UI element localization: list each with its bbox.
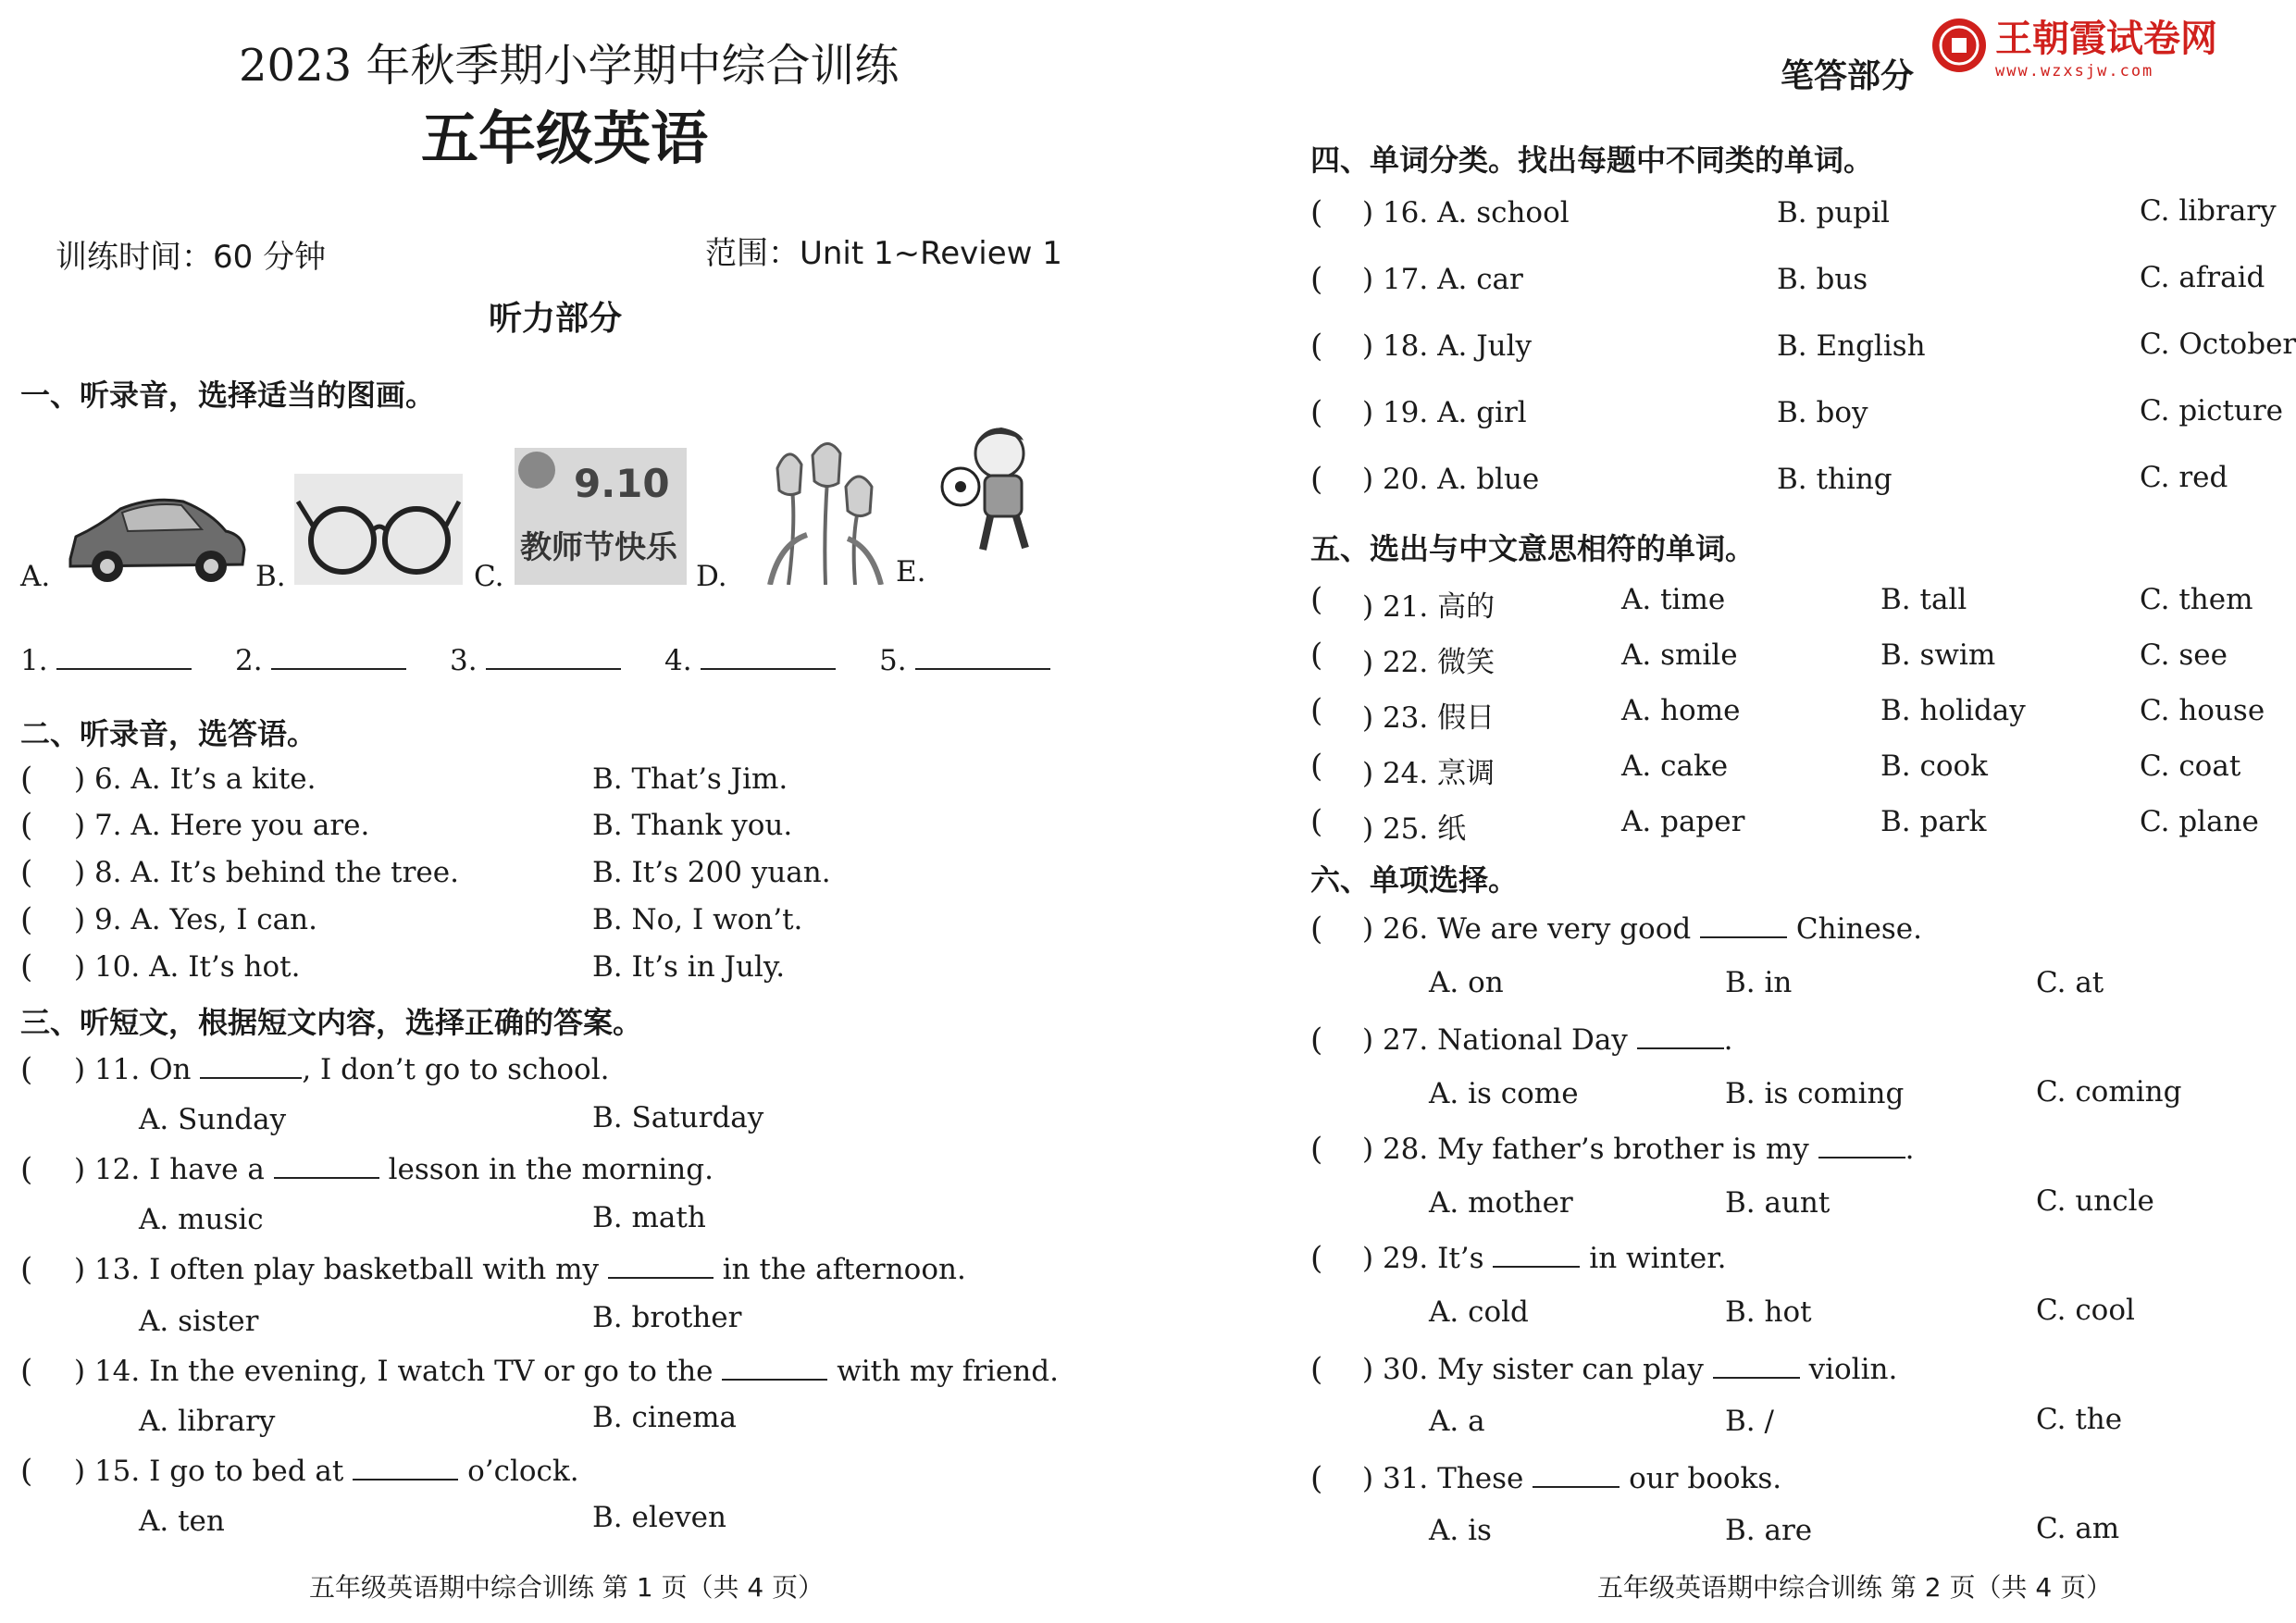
question-14-text: ) 14. In the evening, I watch TV or go to the [74,1355,714,1388]
question-15-text-end: o’clock. [467,1455,579,1488]
question-11-text: ) 11. On [74,1053,192,1086]
question-13-text-end: in the afternoon. [722,1253,966,1286]
answer-paren[interactable]: ( [20,1251,33,1288]
answer-paren[interactable]: ( [20,807,33,844]
question-29-text: ) 29. It’s [1362,1242,1484,1275]
logo-text: 王朝霞试卷网 [1995,18,2217,60]
question-20: ) 20. A. blue [1362,463,1540,496]
site-logo [1930,9,2217,81]
question-13-option-b: B. brother [592,1301,742,1334]
answer-paren[interactable]: ( [20,761,33,798]
question-16-option-b: B. pupil [1777,196,1890,229]
pic-label-a: A. [20,560,51,593]
question-27-option-a: A. is come [1429,1077,1579,1110]
question-28-option-c: C. uncle [2036,1184,2154,1218]
question-15-text: ) 15. I go to bed at [74,1455,344,1488]
question-30-option-a: A. a [1429,1405,1485,1438]
section-1-heading: 一、听录音，选择适当的图画。 [20,378,436,413]
page-footer-1: 五年级英语期中综合训练 第 1 页（共 4 页） [309,1572,825,1603]
question-10-option-b: B. It’s in July. [592,950,786,984]
question-16-option-c: C. library [2140,194,2277,228]
blank-2-label: 2. [235,644,263,677]
question-18-option-b: B. English [1777,329,1926,363]
question-30-option-b: B. / [1725,1405,1774,1438]
question-15-option-b: B. eleven [592,1501,726,1534]
section-2-heading: 二、听录音，选答语。 [20,716,317,751]
answer-paren[interactable]: ( [1310,194,1323,231]
question-18-option-c: C. October [2140,328,2296,361]
poster-balloon-icon [518,452,555,489]
question-27-text: ) 27. National Day [1362,1023,1628,1057]
question-19: ) 19. A. girl [1362,396,1527,429]
question-23: ) 23. 假日 [1362,701,1496,735]
question-7-option-b: B. Thank you. [592,809,793,842]
exam-subtitle: 五年级英语 [421,105,709,172]
question-8: ) 8. A. It’s behind the tree. [74,856,459,889]
question-31-option-b: B. are [1725,1514,1813,1547]
answer-paren[interactable]: ( [1310,692,1323,729]
pic-label-e: E. [896,555,926,588]
blank-5[interactable] [879,644,1050,677]
question-6: ) 6. A. It’s a kite. [74,762,316,796]
answer-paren[interactable]: ( [20,948,33,985]
blank-5-label: 5. [879,644,907,677]
car-picture [63,489,248,585]
question-30 [1362,1353,1897,1386]
question-31-blank[interactable] [1533,1462,1620,1488]
blank-2[interactable] [235,644,406,677]
question-13 [74,1253,966,1286]
question-31-text: ) 31. These [1362,1462,1524,1495]
blank-5-line[interactable] [915,644,1050,670]
question-26-text-end: Chinese. [1795,912,1922,946]
question-27-blank[interactable] [1637,1023,1724,1049]
question-17-option-c: C. afraid [2140,261,2265,294]
question-23-option-a: A. home [1621,694,1741,727]
exam-title: 2023 年秋季期小学期中综合训练 [239,40,900,92]
page-footer-2: 五年级英语期中综合训练 第 2 页（共 4 页） [1597,1572,2113,1603]
written-part-heading: 笔答部分 [1781,57,1915,95]
question-26-blank[interactable] [1700,912,1787,938]
question-28 [1362,1133,1914,1166]
question-14-text-end: with my friend. [837,1355,1059,1388]
question-26-option-a: A. on [1429,966,1504,999]
question-30-option-c: C. the [2036,1403,2123,1436]
blank-4-label: 4. [664,644,692,677]
glasses-picture [294,474,463,585]
answer-paren[interactable]: ( [1310,1240,1323,1277]
question-7: ) 7. A. Here you are. [74,809,370,842]
question-20-option-b: B. thing [1777,463,1893,496]
tulips-picture [751,433,890,585]
question-14 [74,1355,1059,1388]
question-16: ) 16. A. school [1362,196,1570,229]
question-25-option-c: C. plane [2140,805,2259,838]
question-31-option-c: C. am [2036,1512,2120,1545]
question-22: ) 22. 微笑 [1362,646,1496,679]
answer-paren[interactable]: ( [20,1353,33,1390]
section-3-heading: 三、听短文，根据短文内容，选择正确的答案。 [20,1005,643,1040]
question-29-text-end: in winter. [1589,1242,1727,1275]
blank-1-label: 1. [20,644,48,677]
pic-label-b: B. [255,560,286,593]
teachers-day-poster [515,448,687,585]
answer-paren[interactable]: ( [1310,803,1323,840]
question-26-option-c: C. at [2036,966,2104,999]
question-15-blank[interactable] [353,1455,458,1481]
question-14-blank[interactable] [722,1355,827,1381]
blank-4[interactable] [664,644,836,677]
answer-paren[interactable]: ( [1310,261,1323,298]
answer-paren[interactable]: ( [1310,1131,1323,1168]
answer-paren[interactable]: ( [1310,637,1323,674]
question-10: ) 10. A. It’s hot. [74,950,301,984]
question-24-option-a: A. cake [1621,750,1729,783]
question-26-text: ) 26. We are very good [1362,912,1692,946]
blank-4-line[interactable] [701,644,836,670]
exam-time: 训练时间：60 分钟 [56,239,327,276]
answer-paren[interactable]: ( [1310,461,1323,498]
question-12 [74,1153,714,1186]
question-13-text: ) 13. I often play basketball with my [74,1253,600,1286]
question-30-text-end: violin. [1808,1353,1898,1386]
question-9: ) 9. A. Yes, I can. [74,903,317,936]
question-11-option-a: A. Sunday [139,1103,287,1136]
question-12-text-end: lesson in the morning. [388,1153,714,1186]
question-14-option-a: A. library [139,1405,276,1438]
question-23-option-c: C. house [2140,694,2265,727]
pic-label-c: C. [474,560,504,593]
question-11 [74,1053,609,1086]
question-19-option-b: B. boy [1777,396,1868,429]
poster-text: 教师节快乐 [520,529,677,566]
question-26-option-b: B. in [1725,966,1793,999]
question-22-option-a: A. smile [1621,638,1738,672]
answer-paren[interactable]: ( [20,1051,33,1088]
question-30-blank[interactable] [1713,1353,1800,1379]
boy-football-picture [937,422,1057,561]
answer-paren[interactable]: ( [1310,1460,1323,1497]
question-20-option-c: C. red [2140,461,2228,494]
answer-paren[interactable]: ( [1310,581,1323,618]
question-24-option-c: C. coat [2140,750,2241,783]
blank-2-line[interactable] [271,644,406,670]
question-29 [1362,1242,1727,1275]
question-25-option-b: B. park [1880,805,1987,838]
question-26 [1362,912,1922,946]
blank-3[interactable] [450,644,621,677]
exam-scope: 范围：Unit 1~Review 1 [705,235,1062,272]
question-13-option-a: A. sister [139,1305,259,1338]
section-4-heading: 四、单词分类。找出每题中不同类的单词。 [1310,142,1874,178]
question-28-text: ) 28. My father’s brother is my [1362,1133,1809,1166]
question-14-option-b: B. cinema [592,1401,737,1434]
question-17: ) 17. A. car [1362,263,1523,296]
question-31-option-a: A. is [1429,1514,1492,1547]
answer-paren[interactable]: ( [1310,911,1323,948]
question-27-option-b: B. is coming [1725,1077,1905,1110]
question-13-blank[interactable] [608,1253,714,1279]
question-27 [1362,1023,1733,1057]
logo-seal-icon [1930,17,1988,74]
question-11-blank[interactable] [200,1053,302,1079]
question-24-option-b: B. cook [1880,750,1988,783]
poster-date: 9.10 [574,461,670,506]
question-21-option-a: A. time [1621,583,1726,616]
question-12-blank[interactable] [274,1153,379,1179]
question-30-text: ) 30. My sister can play [1362,1353,1704,1386]
question-12-option-b: B. math [592,1201,706,1234]
question-29-option-a: A. cold [1429,1295,1529,1329]
question-18: ) 18. A. July [1362,329,1533,363]
question-12-text: ) 12. I have a [74,1153,265,1186]
blank-3-line[interactable] [486,644,621,670]
question-25: ) 25. 纸 [1362,812,1467,846]
answer-paren[interactable]: ( [20,1151,33,1188]
question-31-text-end: our books. [1629,1462,1782,1495]
answer-paren[interactable]: ( [1310,1351,1323,1388]
pic-label-d: D. [696,560,727,593]
question-9-option-b: B. No, I won’t. [592,903,803,936]
question-31 [1362,1462,1781,1495]
question-15 [74,1455,579,1488]
question-8-option-b: B. It’s 200 yuan. [592,856,831,889]
question-22-option-b: B. swim [1880,638,1996,672]
answer-paren[interactable]: ( [1310,748,1323,785]
question-27-option-c: C. coming [2036,1075,2182,1109]
answer-paren[interactable]: ( [20,854,33,891]
blank-1[interactable] [20,644,192,677]
question-22-option-c: C. see [2140,638,2228,672]
question-11-text-end: , I don’t go to school. [302,1053,610,1086]
question-21-option-b: B. tall [1880,583,1967,616]
question-29-option-c: C. cool [2036,1294,2135,1327]
question-28-option-a: A. mother [1429,1186,1573,1220]
answer-paren[interactable]: ( [1310,328,1323,365]
question-29-option-b: B. hot [1725,1295,1812,1329]
answer-paren[interactable]: ( [1310,1022,1323,1059]
blank-3-label: 3. [450,644,478,677]
question-12-option-a: A. music [139,1203,264,1236]
question-28-option-b: B. aunt [1725,1186,1831,1220]
answer-paren[interactable]: ( [20,1453,33,1490]
answer-paren[interactable]: ( [1310,394,1323,431]
question-27-text-end: . [1723,1023,1733,1057]
question-6-option-b: B. That’s Jim. [592,762,788,796]
section-6-heading: 六、单项选择。 [1310,862,1519,898]
question-28-text-end: . [1905,1133,1915,1166]
question-19-option-c: C. picture [2140,394,2284,427]
question-17-option-b: B. bus [1777,263,1868,296]
question-21: ) 21. 高的 [1362,590,1496,624]
question-28-blank[interactable] [1818,1133,1905,1158]
blank-1-line[interactable] [56,644,192,670]
section-5-heading: 五、选出与中文意思相符的单词。 [1310,531,1756,566]
question-15-option-a: A. ten [139,1505,225,1538]
answer-paren[interactable]: ( [20,901,33,938]
question-24: ) 24. 烹调 [1362,757,1496,790]
logo-url: www.wzxsjw.com [1995,62,2154,81]
question-29-blank[interactable] [1493,1242,1580,1268]
question-25-option-a: A. paper [1621,805,1745,838]
listening-part-heading: 听力部分 [489,300,623,338]
question-23-option-b: B. holiday [1880,694,2026,727]
question-21-option-c: C. them [2140,583,2253,616]
question-11-option-b: B. Saturday [592,1101,764,1134]
